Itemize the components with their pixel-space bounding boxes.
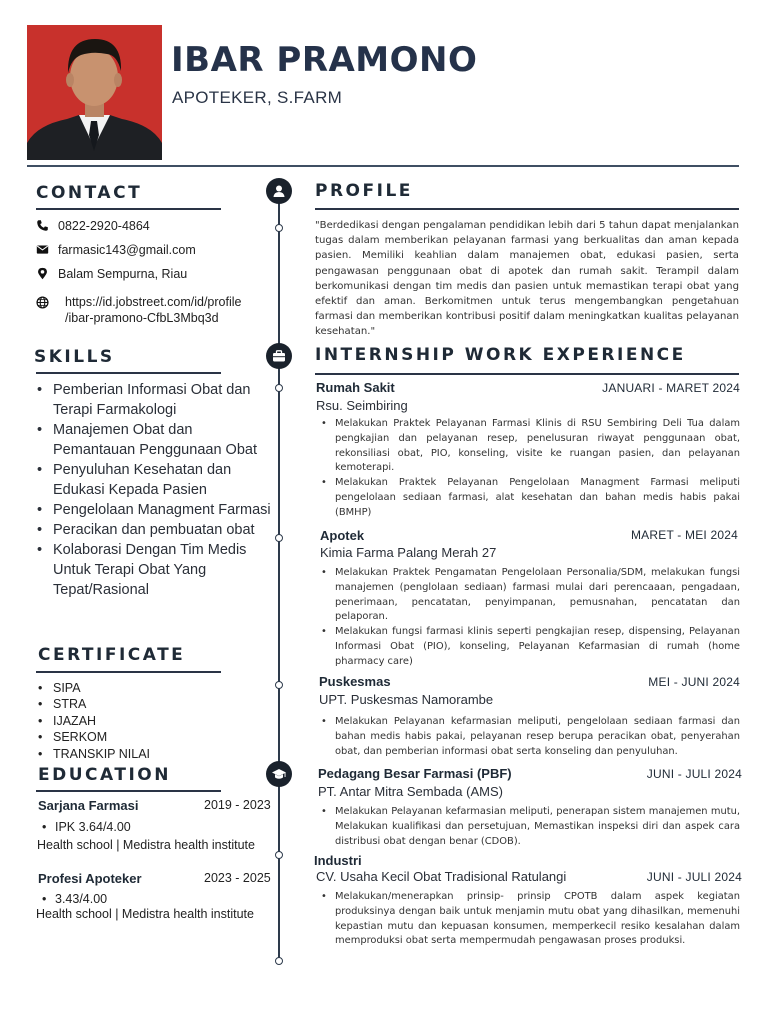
timeline-dot (275, 384, 283, 392)
location-text: Balam Sempurna, Riau (58, 267, 188, 281)
job-date: JUNI - JULI 2024 (646, 767, 742, 781)
certificate-item: • SIPA (36, 680, 150, 696)
skills-heading: SKILLS (34, 347, 115, 367)
education-gpa: • IPK 3.64/4.00 (38, 820, 131, 834)
contact-website (36, 294, 241, 326)
contact-location (36, 267, 187, 281)
job-point: • Melakukan Praktek Pelayanan Farmasi Klinis di RSU Sembiring Deli Tua dalam pengkajian dan pelayanan resep, penelusuran riwayat penggunaan obat, rekonsiliasi obat, PIO, konseling, visite ke ruangan pasien, dan pelayanan kemoterapi. (316, 417, 740, 476)
job-point: • Melakukan fungsi farmasi klinis seperti pengkajian resep, dispensing, Pelayanan Informasi Obat (PIO), konseling, Pelayanan Kefarmasian di rumah (home pharmacy care) (316, 625, 740, 669)
certificate-list (36, 680, 150, 762)
header-divider (27, 165, 739, 167)
job-point: • Melakukan Praktek Pengamatan Pengelolaan Personalia/SDM, melakukan fungsi manajemen (penglolaan sediaan) farmasi mulai dari perencaaan, pengadaan, penerimaan, pencatatan, penyimpanan, pemusnahan, pencatatan dan pelaporan. (316, 566, 740, 625)
certificate-item: • IJAZAH (36, 713, 150, 729)
website-line-2: /ibar-pramono-CfbL3Mbq3d (65, 311, 219, 325)
education-school: Health school | Medistra health institute (36, 907, 254, 921)
education-heading: EDUCATION (38, 765, 171, 785)
contact-divider (36, 208, 221, 210)
contact-phone (36, 219, 150, 233)
email-address[interactable]: farmasic143@gmail.com (58, 243, 196, 257)
job-organization: Kimia Farma Palang Merah 27 (320, 545, 497, 560)
job-category: Apotek (320, 528, 365, 543)
website-link[interactable] (65, 294, 241, 326)
phone-icon (36, 219, 58, 232)
job-point: • Melakukan Pelayanan kefarmasian meliputi, pengelolaan sediaan farmasi dan bahan medis habis pakai, pelayanan resep berupa peracikan obat, penyerahan obat, dan pemberian informasi obat serta konseling dan penyuluhan. (316, 715, 740, 759)
education-degree: Profesi Apoteker (38, 871, 142, 886)
job-points (316, 805, 740, 849)
job-organization: PT. Antar Mitra Sembada (AMS) (318, 784, 503, 799)
graduation-cap-icon (266, 761, 292, 787)
envelope-icon (36, 243, 58, 256)
contact-email (36, 243, 196, 257)
job-date: JUNI - JULI 2024 (646, 870, 742, 884)
certificate-heading: CERTIFICATE (38, 645, 186, 665)
job-date: JANUARI - MARET 2024 (602, 381, 740, 395)
job-points (316, 890, 740, 949)
timeline-dot (275, 851, 283, 859)
certificate-item: • STRA (36, 696, 150, 712)
skill-item: • Pengelolaan Managment Farmasi (36, 500, 272, 520)
education-divider (36, 790, 221, 792)
contact-heading: CONTACT (36, 183, 143, 203)
timeline-dot (275, 957, 283, 965)
phone-number: 0822-2920-4864 (58, 219, 150, 233)
job-points (316, 417, 740, 521)
education-years: 2019 - 2023 (204, 798, 271, 812)
candidate-name: IBAR PRAMONO (171, 40, 478, 80)
timeline-line (278, 190, 280, 962)
map-pin-icon (36, 267, 58, 280)
job-organization: UPT. Puskesmas Namorambe (319, 692, 494, 707)
certificate-divider (36, 671, 221, 673)
website-line-1: https://id.jobstreet.com/id/profile (65, 295, 242, 309)
user-icon (266, 178, 292, 204)
job-date: MEI - JUNI 2024 (648, 675, 740, 689)
globe-icon (36, 294, 65, 309)
profile-photo (27, 25, 162, 160)
education-degree: Sarjana Farmasi (38, 798, 139, 813)
skill-item: • Manajemen Obat dan Pemantauan Penggunaan Obat (36, 420, 272, 460)
education-school: Health school | Medistra health institute (37, 838, 255, 852)
skill-item: • Pemberian Informasi Obat dan Terapi Farmakologi (36, 380, 272, 420)
briefcase-icon (266, 343, 292, 369)
skill-item: • Kolaborasi Dengan Tim Medis Untuk Terapi Obat Yang Tepat/Rasional (36, 540, 272, 600)
skills-list (36, 380, 272, 600)
candidate-title: APOTEKER, S.FARM (172, 88, 343, 107)
job-points (316, 715, 740, 759)
job-date: MARET - MEI 2024 (630, 528, 738, 542)
education-gpa: • 3.43/4.00 (38, 892, 107, 906)
person-portrait (27, 25, 162, 160)
job-organization: Rsu. Seimbiring (316, 398, 408, 413)
job-category: Industri (314, 853, 362, 868)
job-point: • Melakukan/menerapkan prinsip- prinsip CPOTB dalam aspek kegiatan produksinya dengan baik untuk menjamin mutu obat yang dihasilkan, memenuhi kepastian mutu dan kepuasan konsumen, memperkecil resiko kesalahan dalam memproduksi obat serta mempermudah pengawasan proses produksi. (316, 890, 740, 949)
timeline-dot (275, 681, 283, 689)
job-points (316, 566, 740, 670)
profile-summary: "Berdedikasi dengan pengalaman pendidikan lebih dari 5 tahun dapat menjalankan tugas dalam memberikan pelayanan farmasi yang berkualitas dan aman kepada pasien. Memiliki keahlian dalam manajemen obat, edukasi pasien, serta pengawasan penggunaan obat di apotek dan rumah sakit. Terampil dalam berkomunikasi dengan tim medis dan pasien untuk memastikan terapi obat yang efektif dan aman. Berkomitmen untuk terus mengembangkan pengetahuan farmasi dan memberikan kontribusi positif dalam meningkatkan kualitas pelayanan kesehatan." (315, 220, 739, 338)
certificate-item: • TRANSKIP NILAI (36, 746, 150, 762)
job-category: Rumah Sakit (316, 380, 395, 395)
job-category: Pedagang Besar Farmasi (PBF) (318, 766, 512, 781)
job-organization: CV. Usaha Kecil Obat Tradisional Ratulangi (316, 869, 567, 884)
job-point: • Melakukan Pelayanan kefarmasian meliputi, penerapan sistem manajemen mutu, Melakukan kualifikasi dan persetujuan, Memastikan inspeksi diri dan aspek cara distribusi obat dengan benar (CDOB). (316, 805, 740, 849)
skills-divider (36, 372, 221, 374)
education-years: 2023 - 2025 (204, 871, 271, 885)
certificate-item: • SERKOM (36, 729, 150, 745)
timeline-dot (275, 224, 283, 232)
skill-item: • Peracikan dan pembuatan obat (36, 520, 272, 540)
experience-divider (315, 373, 739, 375)
job-category: Puskesmas (319, 674, 391, 689)
profile-heading: PROFILE (315, 181, 413, 201)
job-point: • Melakukan Praktek Pelayanan Pengelolaan Managment Farmasi meliputi pengelolaan sediaan farmasi, alat kesehatan dan bahan medis habis pakai (BMHP) (316, 476, 740, 520)
skill-item: • Penyuluhan Kesehatan dan Edukasi Kepada Pasien (36, 460, 272, 500)
profile-divider (315, 208, 739, 210)
experience-heading: INTERNSHIP WORK EXPERIENCE (315, 345, 686, 365)
timeline-dot (275, 534, 283, 542)
